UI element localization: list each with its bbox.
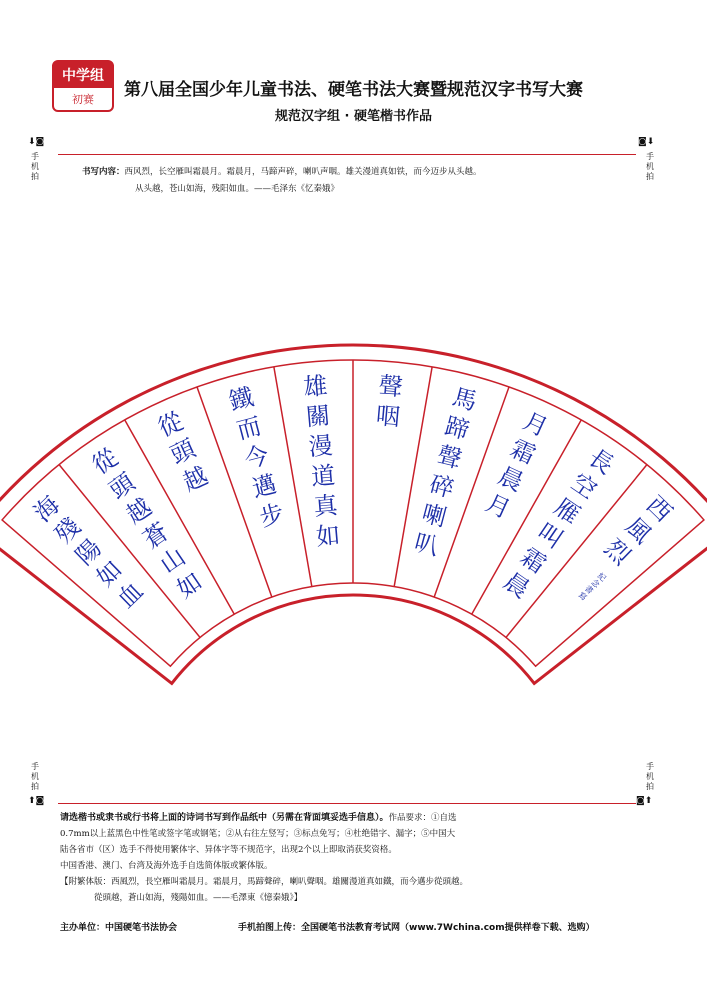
fan-character: 雄 (302, 371, 329, 402)
badge-group-label: 中学组 (54, 62, 112, 88)
phone-photo-mark-right-bottom: 手 机 拍 (646, 762, 654, 791)
fan-character: 血 (111, 576, 149, 614)
fan-character: 咽 (374, 401, 402, 432)
fan-character: 碎 (426, 469, 457, 504)
bottom-divider (58, 803, 636, 804)
fan-character: 晨 (493, 461, 528, 497)
fan-character: 西 (640, 490, 678, 528)
fan-side-note-character: 寫 (576, 590, 589, 603)
phone-photo-mark-right: 手 机 拍 (646, 152, 654, 181)
fan-character: 陽 (70, 533, 107, 571)
fan-character: 山 (154, 542, 191, 579)
requirements-line-3: 陆各省市（区）选手不得使用繁体字、异体字等不规范字，出现2个以上即取消获奖资格。 (60, 845, 397, 855)
fan-side-note-character: 書 (582, 583, 595, 596)
upload-info: 手机拍图上传：全国硬笔书法教育考试网（www.7Wchina.com提供样卷下载、选购） (238, 923, 595, 933)
requirements-line-5: 【附繁体版：西風烈，長空雁叫霜晨月。霜晨月，馬蹄聲碎，喇叭聲咽。雄關漫道真如鐵，而今邁步從頭越。 (60, 877, 469, 887)
organizer: 主办单位：中国硬笔书法协会 (60, 923, 178, 933)
content-label: 书写内容： (82, 167, 125, 177)
requirements-line-2: 0.7mm以上蓝黑色中性笔或签字笔或钢笔；②从右往左竖写；③标点免写；④杜绝错字、漏字；⑤中国大 (60, 829, 456, 839)
fan-character: 叫 (532, 517, 569, 555)
page-title: 第八届全国少年儿童书法、硬笔书法大赛暨规范汉字书写大赛 (124, 80, 583, 100)
requirements-line-6: 從頭越，蒼山如海，殘陽如血。——毛澤東《憶秦娥》】 (94, 893, 303, 903)
fan-character: 霜 (506, 434, 540, 470)
phone-photo-mark-left-bottom: 手 机 拍 (31, 762, 39, 791)
fan-character: 步 (256, 498, 287, 533)
fan-character: 頭 (104, 467, 140, 505)
fan-character: 海 (28, 490, 66, 528)
fan-character: 蒼 (137, 517, 174, 555)
fan-side-note-character: 念 (589, 577, 602, 590)
fan-character: 道 (309, 461, 337, 492)
fan-character: 邁 (249, 469, 280, 504)
fan-frame (0, 345, 707, 683)
fan-character: 蹄 (441, 411, 473, 445)
fan-character: 聲 (434, 440, 465, 474)
camera-arrow-down-icon: ◙⬇ (638, 137, 655, 147)
fan-character: 如 (91, 555, 128, 593)
fan-character: 越 (121, 492, 157, 530)
fan-character: 喇 (419, 498, 450, 533)
fan-character: 叭 (411, 527, 442, 562)
fan-character: 霜 (515, 542, 552, 579)
fan-character: 從 (87, 443, 123, 480)
fan-character: 晨 (498, 567, 535, 604)
fan-character: 頭 (166, 434, 200, 470)
fan-character: 鐵 (226, 382, 257, 416)
camera-arrow-up-icon: ◙⬆ (636, 796, 653, 806)
fan-character: 月 (518, 406, 553, 443)
fan-character: 長 (583, 443, 619, 480)
fan-character: 空 (566, 467, 602, 505)
fan-character: 聲 (377, 371, 404, 402)
content-line-2: 从头越，苍山如海，残阳如血。——毛泽东《忆秦娥》 (135, 184, 340, 194)
fan-character: 真 (312, 491, 339, 522)
arrow-up-camera-icon: ⬆◙ (28, 796, 45, 806)
requirements-line-4: 中国香港、澳门、台湾及海外选手自选简体版或繁体版。 (60, 861, 273, 871)
fan-side-note-character: 紀 (595, 571, 608, 584)
fan-character: 烈 (599, 533, 636, 571)
fan-character: 關 (304, 401, 332, 432)
phone-photo-mark-left: 手 机 拍 (31, 152, 39, 181)
fan-character: 馬 (449, 382, 480, 416)
fan-character: 漫 (307, 431, 334, 462)
fan-character: 風 (619, 512, 657, 550)
page-subtitle: 规范汉字组 · 硬笔楷书作品 (275, 109, 432, 124)
badge-round-label: 初赛 (72, 93, 94, 106)
fan-character: 越 (178, 461, 213, 497)
arrow-down-camera-icon: ⬇◙ (28, 137, 45, 147)
content-line-1: 西风烈，长空雁叫霜晨月。霜晨月，马蹄声碎，喇叭声咽。雄关漫道真如铁，而今迈步从头越。 (124, 167, 482, 177)
fan-character: 而 (233, 411, 265, 445)
fan-character: 如 (315, 521, 342, 552)
fan-character: 如 (171, 567, 208, 604)
fan-character: 雁 (549, 492, 585, 530)
fan-character: 從 (153, 406, 188, 443)
requirements-lead: 请选楷书或隶书或行书将上面的诗词书写到作品纸中（另需在背面填妥选手信息）。 (60, 813, 389, 823)
fan-character: 月 (481, 488, 515, 525)
fan-character: 殘 (49, 512, 87, 550)
fan-character: 今 (241, 440, 272, 474)
requirements: 请选楷书或隶书或行书将上面的诗词书写到作品纸中（另需在背面填妥选手信息）。作品要求：①自选 0.7mm以上蓝黑色中性笔或签字笔或钢笔；②从右往左竖写；③标点免写；④杜绝错字、漏字；⑤中国大 陆各省市（区）选手不得使用繁体字、异体字等不规范字，出现2个以上即取消获奖资格。 中国香港、澳门、台湾及海外选手自选简体版或繁体版。 【附繁体版：西風烈，長空雁叫霜晨月。霜晨月，馬蹄聲碎，喇叭聲咽。雄關漫道真如鐵，而今邁步從頭越。 從頭越，蒼山如海，殘陽如血。——毛澤東《憶秦娥》】 (60, 810, 650, 906)
